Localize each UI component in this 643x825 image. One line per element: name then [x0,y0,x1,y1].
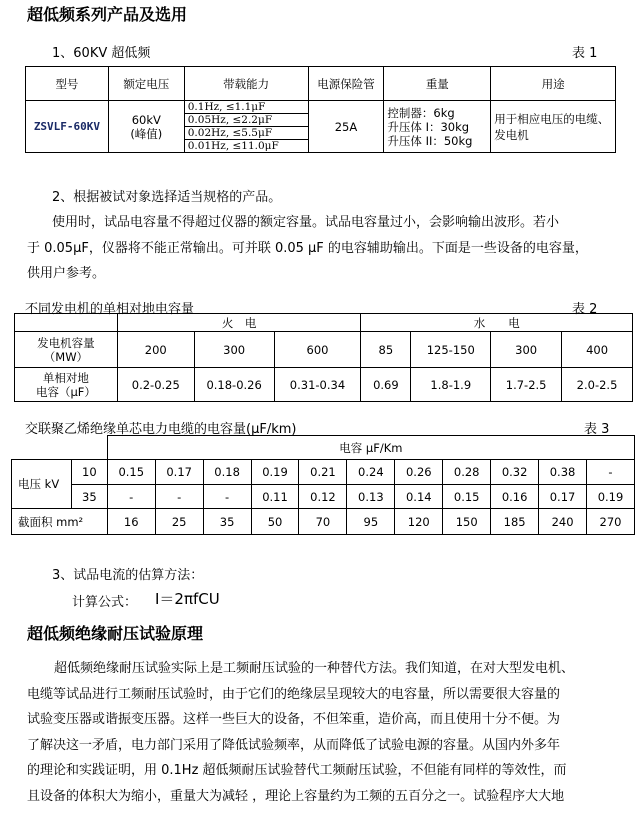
table3-cell: 0.28 [443,460,491,485]
table2-cell: 85 [361,332,411,368]
table2-group-row [15,314,633,332]
table2-row-capacitance-header [15,368,118,402]
principle-paragraph-line: 超低频绝缘耐压试验实际上是工频耐压试验的一种替代方法。我们知道，在对大型发电机、 [54,661,575,676]
table2-cell: 0.31-0.34 [274,368,361,402]
table3-cell: - [155,485,203,509]
table2-cell: 400 [562,332,633,368]
table1-header-usage: 用途 [491,67,616,101]
table3-cell: 0.38 [539,460,587,485]
table-cable-capacitance [11,435,635,535]
table3-cell: 0.32 [491,460,539,485]
table2-cell: 300 [194,332,274,368]
table1-header-fuse: 电源保险管 [308,67,384,101]
table1-model: ZSVLF-60KV [26,101,109,153]
table3-cell: 0.19 [587,485,635,509]
item-1-60kv: 1、60KV 超低频 [52,46,151,61]
table2-row-capacity [15,332,633,368]
table1-capacity-1: 0.05Hz, ≤2.2μF [184,114,308,127]
table1-fuse: 25A [308,101,384,153]
table3-cell: 35 [203,509,251,535]
table2-row-capacitance-header-line: 单相对地 [42,370,89,385]
table2-row-capacitance [15,368,633,402]
table2-caption: 不同发电机的单相对地电容量 [25,302,195,317]
usage-paragraph-line: 使用时，试品电容量不得超过仪器的额定容量。试品电容量过小，会影响输出波形。若小 [52,215,560,230]
table1-capacity-3: 0.01Hz, ≤11.0μF [184,140,308,153]
table2-cell: 0.69 [361,368,411,402]
table3-cell: 240 [539,509,587,535]
table3-cell: 270 [587,509,635,535]
table3-cell: 0.24 [347,460,395,485]
table3-header-row [12,436,635,460]
table2-cell: 1.7-2.5 [491,368,562,402]
table3-area-label: 截面积 mm² [12,509,108,535]
table3-cell: 185 [491,509,539,535]
principle-paragraph-line: 且设备的体积大为缩小，重量大为减轻 ，理论上容量约为工频的五百分之一。试验程序大大地 [27,788,565,804]
usage-paragraph-line: 于 0.05μF，仪器将不能正常输出。可并联 0.05 μF 的电容辅助输出。下面是一些设备的电容量， [27,240,588,256]
table3-corner [12,436,108,460]
table3-cell: - [587,460,635,485]
table3-cell: 16 [107,509,155,535]
table1-header-model: 型号 [26,67,109,101]
table1-weights [384,101,491,153]
table3-cell: 0.26 [395,460,443,485]
table3-voltage-10: 10 [71,460,107,485]
table3-cell: 0.18 [203,460,251,485]
table3-cell: 70 [299,509,347,535]
table3-row-10kv [12,460,635,485]
table1-capacity-2: 0.02Hz, ≤5.5μF [184,127,308,140]
table2-cell: 1.8-1.9 [411,368,491,402]
table2-cell: 2.0-2.5 [562,368,633,402]
table2-group-fire: 火 电 [117,314,361,332]
table3-cell: 0.21 [299,460,347,485]
principle-paragraph-line: 试验变压器或谐振变压器。这样一些巨大的设备，不但笨重，造价高，而且使用十分不便。为 [27,712,561,727]
principle-paragraph-line: 了解决这一矛盾，电力部门采用了降低试验频率，从而降低了试验电源的容量。从国内外多年 [27,737,561,753]
table2-row-capacity-header-line: 发电机容量 [37,335,95,350]
table1-header-row [26,67,616,101]
principle-paragraph-line: 的理论和实践证明，用 0.1Hz 超低频耐压试验替代工频耐压试验，不但能有同样的等效性，而 [27,763,567,778]
table2-label: 表 2 [572,302,598,317]
table1-header-weight: 重量 [384,67,491,101]
table3-cell: 0.19 [251,460,299,485]
table3-caption: 交联聚乙烯绝缘单芯电力电缆的电容量(μF/km) [25,422,297,437]
usage-paragraph [27,210,588,287]
table1-weight-booster-2: 升压体 II：50kg [387,133,473,148]
table3-label: 表 3 [584,422,610,437]
table1-usage: 用于相应电压的电缆、发电机 [491,101,616,153]
table3-cell: 0.15 [443,485,491,509]
table3-voltage-35: 35 [71,485,107,509]
table-generator-capacitance [14,313,633,402]
table1-header-voltage: 额定电压 [108,67,184,101]
table1-label: 表 1 [572,46,598,61]
table2-cell: 125-150 [411,332,491,368]
table3-voltage-label: 电压 kV [12,460,72,509]
table3-cell: 0.14 [395,485,443,509]
table1-weight-controller: 控制器：6kg [387,105,455,120]
principle-paragraph [27,656,574,809]
table3-cell: 0.15 [107,460,155,485]
table3-cell: 25 [155,509,203,535]
usage-paragraph-line: 供用户参考。 [27,266,106,281]
table2-row-capacity-header [15,332,118,368]
table2-cell: 0.18-0.26 [194,368,274,402]
table3-row-area [12,509,635,535]
table2-cell: 0.2-0.25 [117,368,194,402]
table-product-specs [25,66,616,153]
table3-cell: 50 [251,509,299,535]
table3-row-35kv [12,485,635,509]
table3-cell: 150 [443,509,491,535]
table1-capacity-0: 0.1Hz, ≤1.1μF [184,101,308,114]
table1-voltage [108,101,184,153]
principle-paragraph-line: 电缆等试品进行工频耐压试验时，由于它们的绝缘层呈现较大的电容量，所以需要很大容量的 [27,686,561,702]
table3-cell: 0.13 [347,485,395,509]
table1-voltage-note: (峰值) [130,126,163,141]
table3-header: 电容 μF/Km [107,436,634,460]
table2-cell: 600 [274,332,361,368]
table2-row-capacitance-header-line: 电容（μF） [35,384,96,399]
table3-cell: 0.12 [299,485,347,509]
section-title-products: 超低频系列产品及选用 [27,5,188,24]
formula: I＝2πfCU [155,590,220,608]
table1-row [26,101,616,114]
table3-cell: 0.11 [251,485,299,509]
table1-weight-booster-1: 升压体 I：30kg [387,119,470,134]
table2-cell: 200 [117,332,194,368]
table3-cell: - [107,485,155,509]
table3-cell: 0.16 [491,485,539,509]
section-title-principle: 超低频绝缘耐压试验原理 [27,624,204,643]
table3-cell: 120 [395,509,443,535]
table2-group-water: 水 电 [361,314,633,332]
table2-row-capacity-header-line: （MW） [43,349,89,364]
item-3-current-estimation: 3、试品电流的估算方法： [52,568,204,583]
table1-header-capacity: 带载能力 [184,67,308,101]
formula-label: 计算公式： [72,595,138,610]
table2-cell: 300 [491,332,562,368]
table2-corner [15,314,118,332]
table3-cell: 0.17 [539,485,587,509]
table3-cell: 95 [347,509,395,535]
table3-cell: 0.17 [155,460,203,485]
item-2-select: 2、根据被试对象选择适当规格的产品。 [52,190,282,205]
table3-cell: - [203,485,251,509]
table1-voltage-value: 60kV [131,112,161,127]
